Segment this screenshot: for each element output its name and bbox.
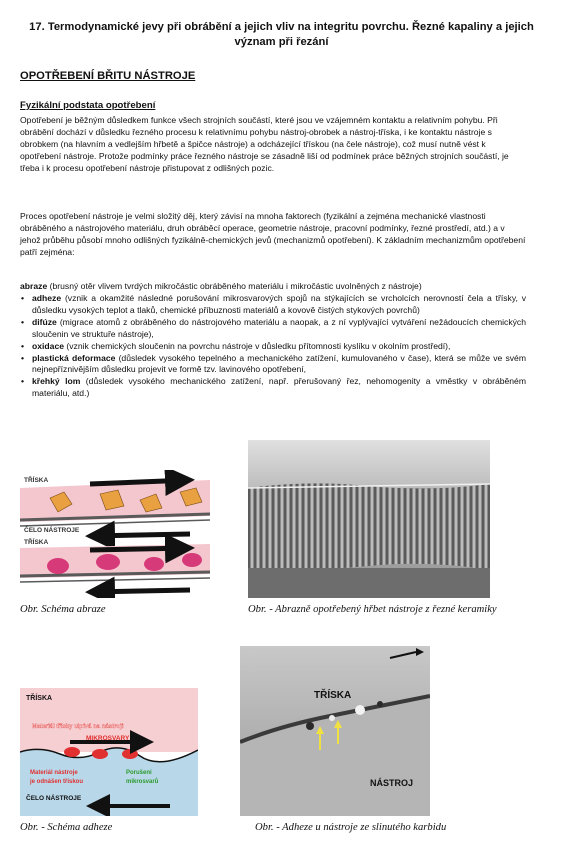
abraze-desc: (brusný otěr vlivem tvrdých mikročástic obráběného materiálu i mikročástic uvolněných z nástroje): [47, 281, 422, 291]
particle-icon: [144, 557, 164, 571]
sem-photo: [248, 440, 490, 598]
particle-icon: [182, 553, 202, 567]
list-item: [20, 317, 526, 341]
mechanism-term: křehký lom: [32, 376, 81, 387]
paragraph-intro: Opotřebení je běžným důsledkem funkce všech strojních součástí, které jsou ve vzájemném kontaktu a relativním pohybu. Při obrábění dochází v důsledku řezného procesu k relativnímu pohybu nástroj-obrobek a nástroj-tříska, i ke kontaktu nástroje s obrobkem (na hlavním a vedlejším hřbetě a špičce nástroje) a odcházející třískou (na čele nástroje), což musí nutně vést k opotřebení nástroje. Protože podmínky práce řezného nástroje se zásadně liší od podmínek práce běžných strojních součástí, je třeba i k procesu opotřebení nástroje přistupovat z odlišných pozic.: [20, 115, 509, 173]
mechanism-term: difúze: [32, 316, 57, 327]
mechanism-desc: (vznik chemických sloučenin na povrchu nástroje v důsledku přítomnosti kyslíku v okolním prostředí),: [64, 340, 451, 351]
adheze-photo-figure: [240, 646, 430, 816]
section-heading: OPOTŘEBENÍ BŘITU NÁSTROJE: [20, 70, 196, 82]
figure-caption: Obr. Schéma abraze: [20, 604, 106, 615]
label-nastroj: NÁSTROJ: [370, 778, 414, 788]
mechanism-list: [20, 293, 526, 400]
list-item: [20, 376, 526, 400]
figure-caption: Obr. - Adheze u nástroje ze slinutého karbidu: [255, 822, 447, 833]
paragraph-process: Proces opotřebení nástroje je velmi složitý děj, který závisí na mnoha faktorech (fyzikální a zejména mechanické vlastnosti obráběného a nástrojového materiálu, druh obráběcí operace, geometrie nástroje, pracovní podmínky, řezné prostředí, atd.) a v jehož průběhu působí mnoho odlišných fyzikálně-chemických jevů (mechanizmů opotřebení). K základním mechanizmům opotřebení patří zejména:: [20, 211, 526, 257]
abraze-schema-drawing: [20, 470, 228, 598]
label-celo-nastroje: ČELO NÁSTROJE: [26, 795, 82, 802]
label-mikrosvaru: mikrosvarů: [126, 779, 159, 785]
figure-caption: Obr. - Abrazně opotřebený hřbet nástroje z řezné keramiky: [248, 604, 497, 615]
abraze-term: abraze: [20, 281, 48, 291]
abraze-line: [20, 281, 526, 293]
abraze-photo-figure: [248, 440, 490, 598]
microweld-icon: [92, 749, 108, 759]
arrow-right-icon: [90, 548, 190, 550]
label-poruseni: Porušení: [126, 770, 152, 776]
label-celo-nastroje: ČELO NÁSTROJE: [24, 527, 80, 534]
label-odnasen: je odnášen třískou: [30, 779, 84, 785]
abraze-schema-figure: [20, 470, 228, 598]
label-mikrosvary: MIKROSVARY: [86, 735, 130, 742]
mechanism-desc: (vznik a okamžité následné porušování mikrosvarových spojů na stýkajících se vrcholcích nerovností čela a třísky, v důsledku vysokých teplot a tlaků, chemické příbuznosti materiálů a kovově čistých stykových povrchů): [32, 293, 526, 315]
label-triska: TŘÍSKA: [24, 477, 49, 484]
adheze-schema-figure: [20, 688, 198, 816]
mechanism-desc: (důsledek vysokého mechanického zatížení, např. přerušovaný řez, nehomogenity a vměstky v obráběném materiálu, atd.): [32, 376, 526, 399]
mechanism-desc: (důsledek vysokého tepelného a mechanického zatížení, kumulovaného v čase), která se může ve svém nejnepříznivějším důsledku projevit ve formě tzv. lavinového opotřebení,: [32, 352, 526, 375]
label-triska: TŘÍSKA: [26, 695, 53, 702]
list-item: [20, 341, 526, 353]
subsection-heading: Fyzikální podstata opotřebení: [20, 100, 156, 111]
mechanism-term: adheze: [32, 293, 62, 303]
mechanism-desc: (migrace atomů z obráběného do nástrojového materiálu a naopak, a z ní vyplývající vytváření nežádoucích chemických sloučenin ve struktuře nástroje),: [32, 316, 526, 339]
label-triska: TŘÍSKA: [24, 539, 49, 546]
mechanism-term: oxidace: [32, 340, 65, 351]
arrow-left-icon: [90, 534, 190, 536]
figure-caption: Obr. - Schéma adheze: [20, 822, 113, 833]
arrow-left-icon: [90, 590, 190, 592]
adheze-photo: [240, 646, 430, 816]
page-title: 17. Termodynamické jevy při obrábění a jejich vliv na integritu povrchu. Řezné kapaliny a jejich význam při řezání: [29, 21, 534, 48]
label-material-uplyva: Materiál třísky ulpívá na nástroji: [32, 724, 124, 730]
particle-icon: [96, 554, 120, 570]
label-material-nastroje: Materiál nástroje: [30, 770, 78, 776]
list-item: [20, 353, 526, 377]
adheze-schema-drawing: [20, 688, 198, 816]
list-item: [20, 293, 526, 317]
particle-icon: [47, 558, 69, 574]
mechanism-term: plastická deformace: [32, 352, 116, 363]
label-triska: TŘÍSKA: [314, 690, 352, 701]
microweld-icon: [64, 747, 80, 757]
microweld-icon: [122, 749, 138, 759]
